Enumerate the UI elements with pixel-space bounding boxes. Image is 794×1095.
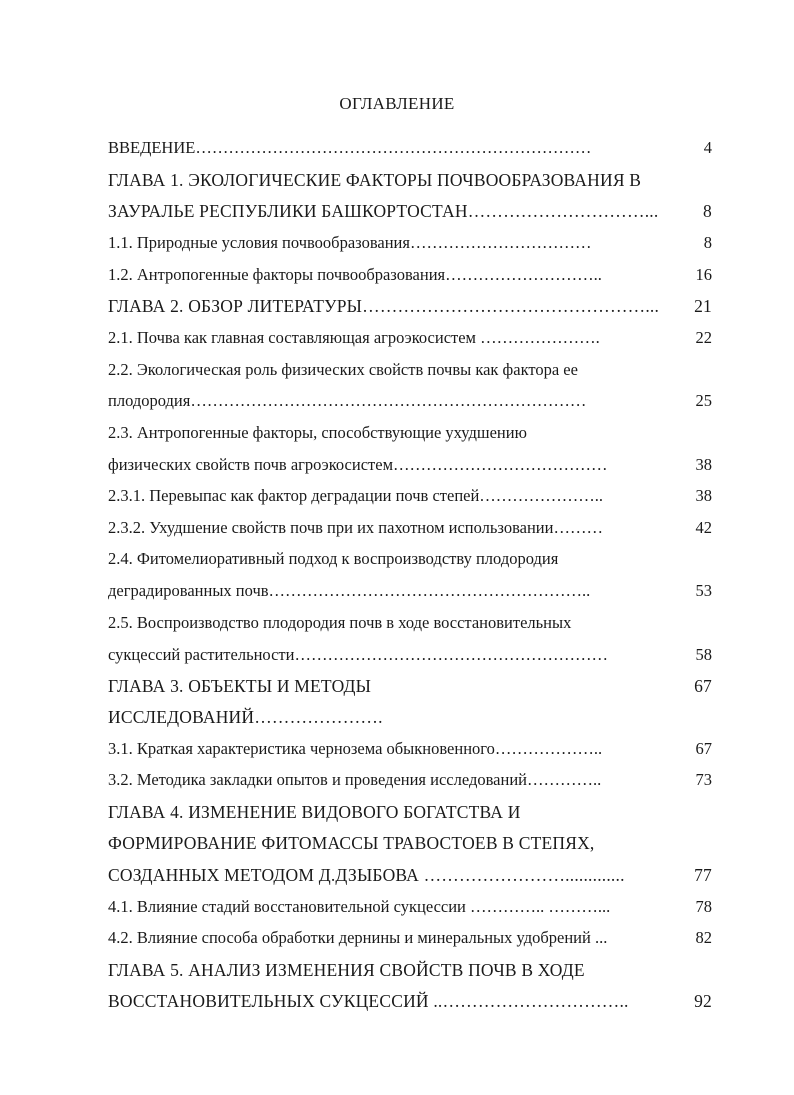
toc-page: 8 <box>703 233 712 252</box>
toc-line <box>108 547 712 571</box>
toc-line <box>108 579 712 603</box>
toc-line <box>108 453 712 477</box>
toc-page: 38 <box>695 455 712 474</box>
toc-page: 21 <box>694 296 712 316</box>
toc-page: 82 <box>695 928 712 947</box>
toc-line <box>108 294 712 318</box>
toc-text: 1.1. Природные условия почвообразования…………………………… <box>108 233 592 252</box>
toc-text: 1.2. Антропогенные факторы почвообразования……………………….. <box>108 265 602 284</box>
toc-page: 58 <box>695 645 712 664</box>
toc-line <box>108 611 712 635</box>
toc-page: 38 <box>695 486 712 505</box>
toc-text: плодородия……………………………………………………………… <box>108 391 587 410</box>
toc-text: 4.2. Влияние способа обработки дернины и минеральных удобрений ... <box>108 928 608 947</box>
toc-text: 3.2. Методика закладки опытов и проведения исследований………….. <box>108 770 602 789</box>
toc-line <box>108 674 712 698</box>
toc-page: 4 <box>703 138 712 157</box>
toc-text: ФОРМИРОВАНИЕ ФИТОМАССЫ ТРАВОСТОЕВ В СТЕПЯХ, <box>108 833 595 853</box>
toc-line <box>108 958 712 982</box>
toc-line <box>108 831 712 855</box>
toc-line <box>108 737 712 761</box>
toc-line <box>108 800 712 824</box>
toc-line <box>108 326 712 350</box>
toc-page: 78 <box>695 897 712 916</box>
toc-text: ВОССТАНОВИТЕЛЬНЫХ СУКЦЕССИЙ ..………………………….. <box>108 991 629 1011</box>
toc-page: 67 <box>695 739 712 758</box>
toc-text: ГЛАВА 1. ЭКОЛОГИЧЕСКИЕ ФАКТОРЫ ПОЧВООБРАЗОВАНИЯ В <box>108 170 642 190</box>
toc-page: 92 <box>694 991 712 1011</box>
toc-text: 4.1. Влияние стадий восстановительной сукцессии ………….. ………... <box>108 897 611 916</box>
toc-page: 67 <box>694 676 712 696</box>
toc-line <box>108 389 712 413</box>
toc-text: ГЛАВА 2. ОБЗОР ЛИТЕРАТУРЫ…………………………………………... <box>108 296 660 316</box>
toc-text: деградированных почв………………………………………………….. <box>108 581 591 600</box>
toc-text: ГЛАВА 3. ОБЪЕКТЫ И МЕТОДЫ <box>108 676 372 696</box>
toc-line <box>108 484 712 508</box>
toc-line <box>108 421 712 445</box>
toc-line <box>108 705 712 729</box>
toc-line <box>108 643 712 667</box>
toc-text: физических свойств почв агроэкосистем………………………………… <box>108 455 608 474</box>
toc-text: сукцессий растительности………………………………………………… <box>108 645 608 664</box>
toc-text: ЗАУРАЛЬЕ РЕСПУБЛИКИ БАШКОРТОСТАН…………………………... <box>108 201 659 221</box>
toc-line <box>108 895 712 919</box>
toc-text: 2.3.1. Перевыпас как фактор деградации почв степей………………….. <box>108 486 604 505</box>
toc-line <box>108 516 712 540</box>
page-title: ОГЛАВЛЕНИЕ <box>339 94 455 113</box>
toc-text: СОЗДАННЫХ МЕТОДОМ Д.ДЗЫБОВА ……………………............. <box>108 865 625 885</box>
toc-page: 22 <box>695 328 712 347</box>
toc-text: 2.3. Антропогенные факторы, способствующие ухудшению <box>108 423 527 442</box>
toc-line <box>108 168 712 192</box>
toc-line <box>108 926 712 950</box>
toc-text: 3.1. Краткая характеристика чернозема обыкновенного……………….. <box>108 739 603 758</box>
toc-text: 2.5. Воспроизводство плодородия почв в ходе восстановительных <box>108 613 572 632</box>
toc-page: 53 <box>695 581 712 600</box>
toc-page: 42 <box>695 518 712 537</box>
toc-line <box>108 231 712 255</box>
toc-text: 2.1. Почва как главная составляющая агроэкосистем …………………. <box>108 328 600 347</box>
toc-text: 2.3.2. Ухудшение свойств почв при их пахотном использовании……… <box>108 518 603 537</box>
toc-line <box>108 863 712 887</box>
toc-line <box>108 263 712 287</box>
toc-line <box>108 136 712 160</box>
toc-text: 2.2. Экологическая роль физических свойств почвы как фактора ее <box>108 360 578 379</box>
toc-page: 25 <box>695 391 712 410</box>
toc-line <box>108 989 712 1013</box>
toc-text: ИССЛЕДОВАНИЙ…………………. <box>108 707 383 727</box>
toc-text: ВВЕДЕНИЕ……………………………………………………………… <box>108 138 592 157</box>
toc-page: 8 <box>703 201 712 221</box>
toc-page: 16 <box>695 265 712 284</box>
toc-page: 77 <box>694 865 712 885</box>
toc-text: 2.4. Фитомелиоративный подход к воспроизводству плодородия <box>108 549 559 568</box>
toc-text: ГЛАВА 4. ИЗМЕНЕНИЕ ВИДОВОГО БОГАТСТВА И <box>108 802 521 822</box>
toc-page: 73 <box>695 770 712 789</box>
toc-line <box>108 768 712 792</box>
toc-line <box>108 199 712 223</box>
toc-text: ГЛАВА 5. АНАЛИЗ ИЗМЕНЕНИЯ СВОЙСТВ ПОЧВ В ХОДЕ <box>108 960 585 980</box>
toc-line <box>108 358 712 382</box>
